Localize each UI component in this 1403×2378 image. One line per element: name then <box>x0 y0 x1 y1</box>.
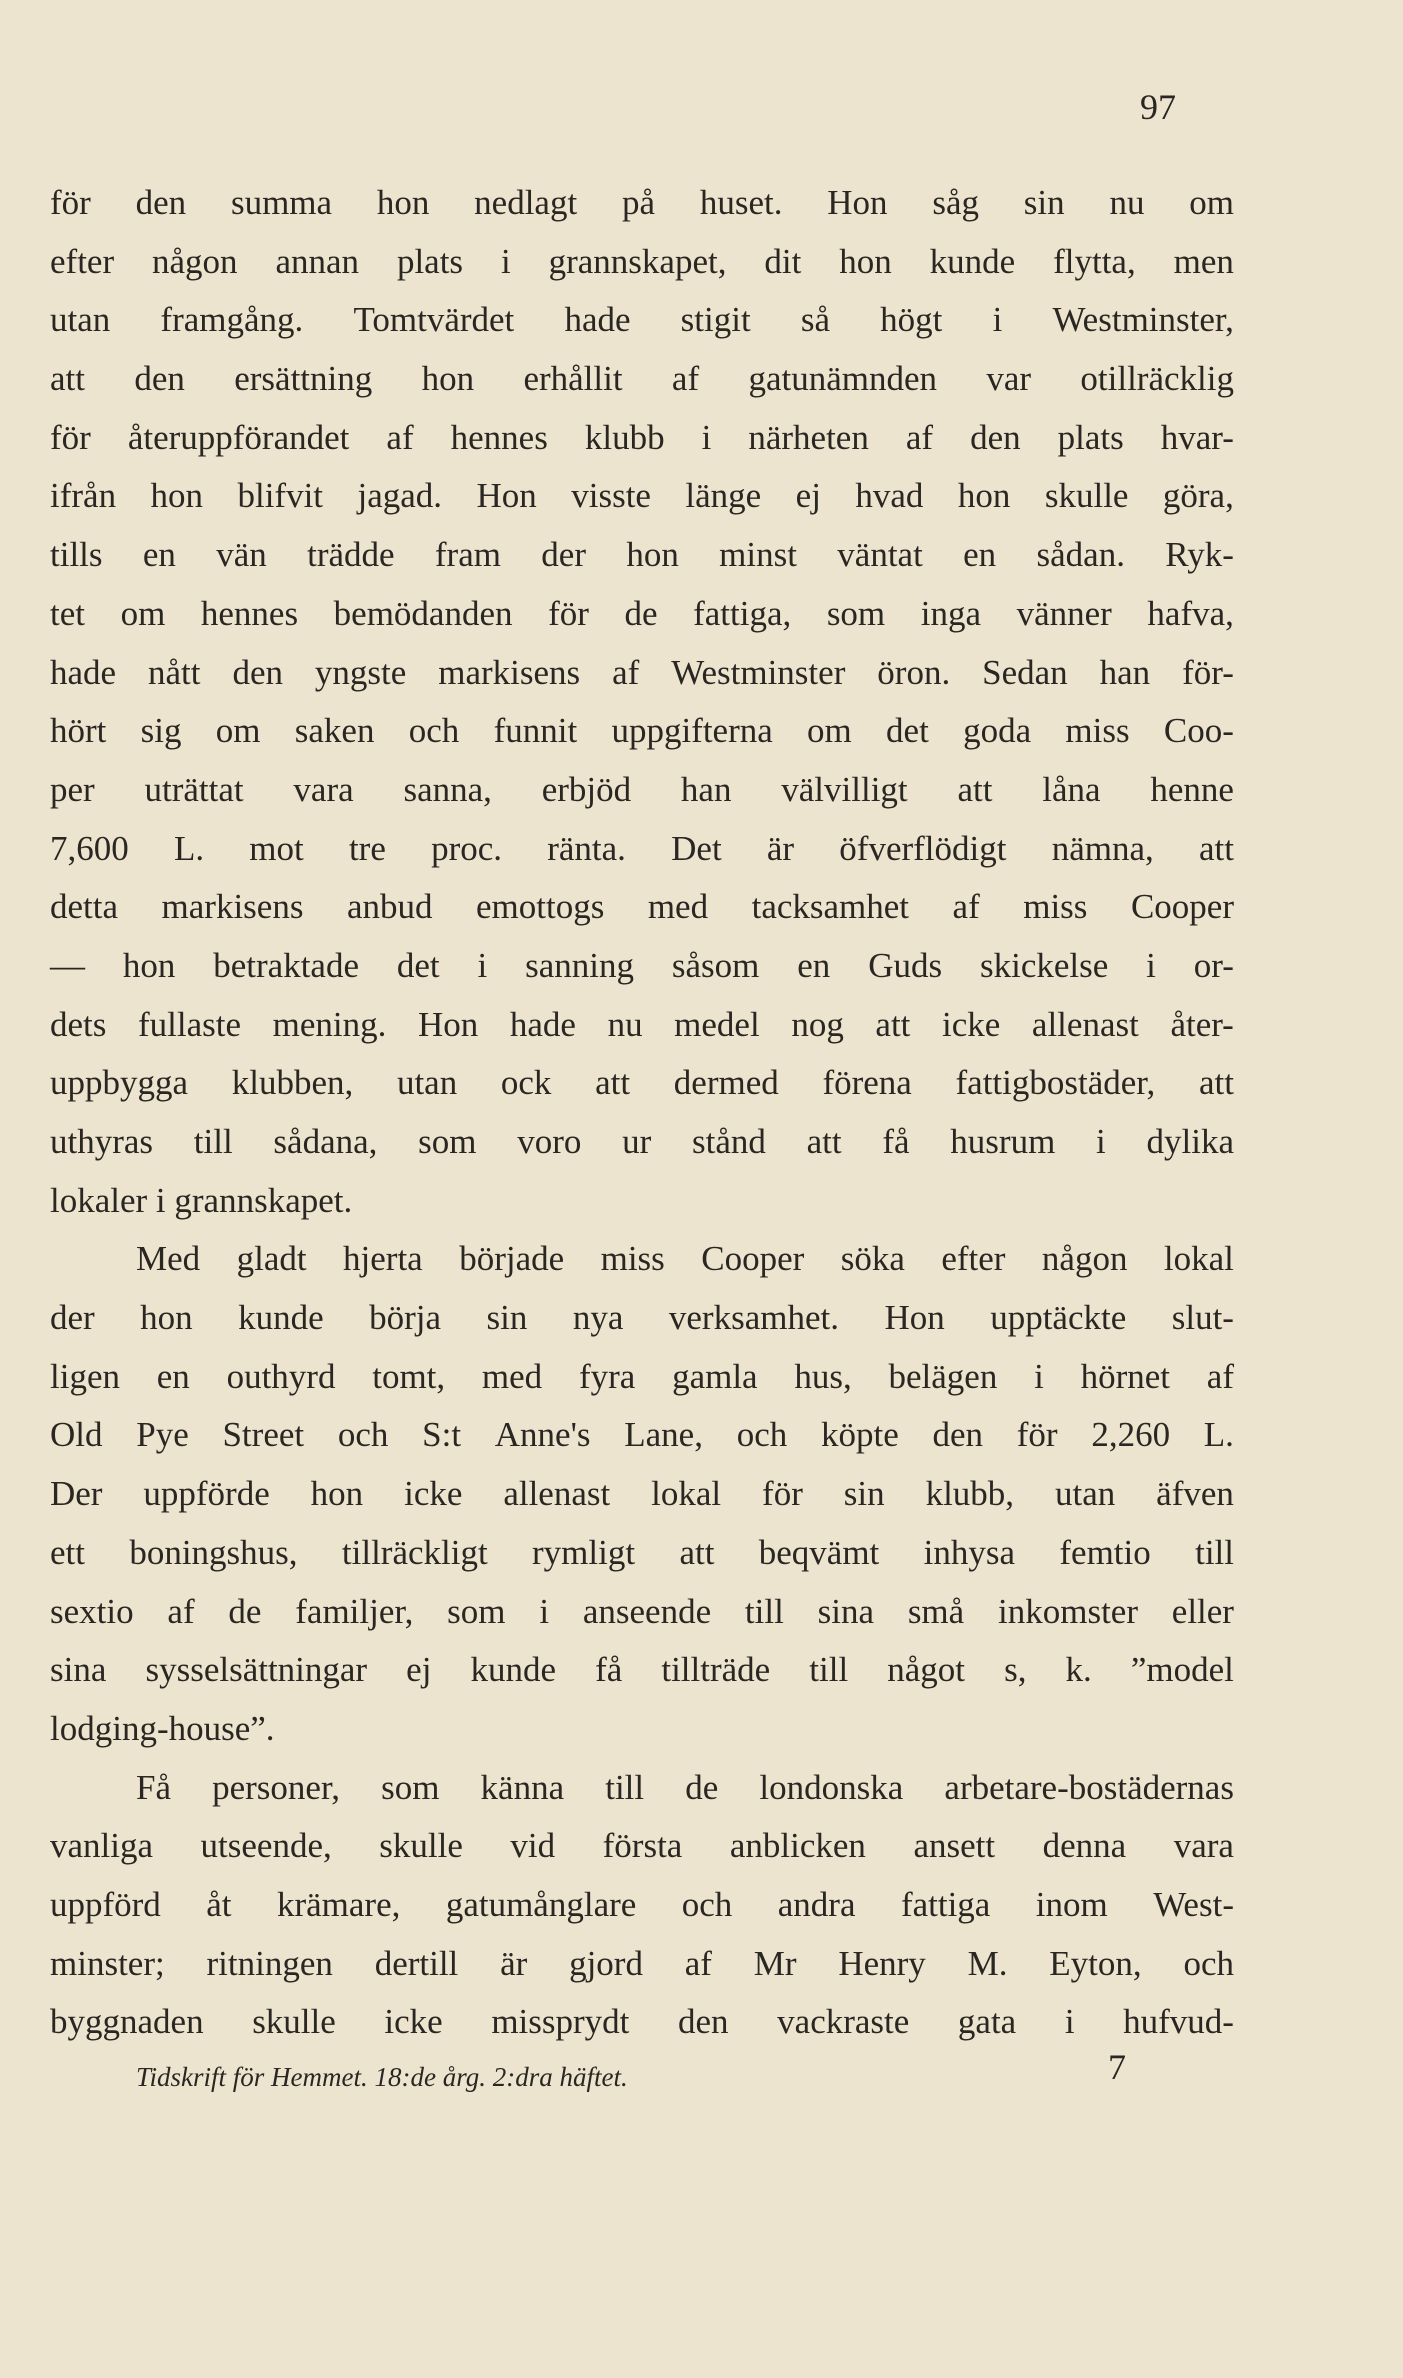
text-line: per uträttat vara sanna, erbjöd han välvilligt att låna henne <box>50 769 1234 809</box>
text-line: utan framgång. Tomtvärdet hade stigit så högt i Westminster, <box>50 300 1234 340</box>
text-line: tills en vän trädde fram der hon minst väntat en sådan. Ryk- <box>50 535 1234 575</box>
page-number: 97 <box>1140 87 1176 127</box>
text-line: hade nått den yngste markisens af Westminster öron. Sedan han för- <box>50 652 1234 692</box>
text-line: detta markisens anbud emottogs med tacksamhet af miss Cooper <box>50 887 1234 927</box>
text-line: Med gladt hjerta började miss Cooper söka efter någon lokal <box>136 1239 1234 1279</box>
text-line: uthyras till sådana, som voro ur stånd att få husrum i dylika <box>50 1122 1234 1161</box>
body-text <box>50 174 1234 2052</box>
text-line: ligen en outhyrd tomt, med fyra gamla hus, belägen i hörnet af <box>50 1356 1234 1396</box>
journal-footer: Tidskrift för Hemmet. 18:de årg. 2:dra häftet. <box>136 2062 628 2092</box>
text-line: för den summa hon nedlagt på huset. Hon såg sin nu om <box>50 183 1234 222</box>
text-line: uppförd åt krämare, gatumånglare och andra fattiga inom West- <box>50 1884 1234 1924</box>
text-line: byggnaden skulle icke missprydt den vackraste gata i hufvud- <box>50 2002 1234 2042</box>
text-line: efter någon annan plats i grannskapet, dit hon kunde flytta, men <box>50 241 1234 281</box>
text-line: dets fullaste mening. Hon hade nu medel nog att icke allenast åter- <box>50 1004 1234 1044</box>
text-line: Få personer, som känna till de londonska arbetare-bostädernas <box>136 1767 1234 1807</box>
text-line: uppbygga klubben, utan ock att dermed förena fattigbostäder, att <box>50 1063 1234 1103</box>
text-line: hört sig om saken och funnit uppgifterna om det goda miss Coo- <box>50 711 1234 751</box>
text-line: sextio af de familjer, som i anseende till sina små inkomster eller <box>50 1591 1234 1631</box>
signature-mark: 7 <box>1108 2047 1126 2087</box>
text-line: minster; ritningen dertill är gjord af Mr Henry M. Eyton, och <box>50 1943 1234 1983</box>
text-line: 7,600 L. mot tre proc. ränta. Det är öfverflödigt nämna, att <box>50 828 1234 868</box>
text-line: — hon betraktade det i sanning såsom en Guds skickelse i or- <box>50 945 1234 985</box>
text-line: sina sysselsättningar ej kunde få tillträde till något s, k. ”model <box>50 1650 1234 1690</box>
text-line: lokaler i grannskapet. <box>50 1180 353 1220</box>
text-line: Der uppförde hon icke allenast lokal för sin klubb, utan äfven <box>50 1474 1234 1514</box>
text-line: vanliga utseende, skulle vid första anblicken ansett denna vara <box>50 1826 1234 1866</box>
text-line: för återuppförandet af hennes klubb i närheten af den plats hvar- <box>50 417 1234 457</box>
text-line: lodging-house”. <box>50 1708 275 1748</box>
text-line: tet om hennes bemödanden för de fattiga, som inga vänner hafva, <box>50 593 1234 633</box>
text-line: der hon kunde börja sin nya verksamhet. Hon upptäckte slut- <box>50 1298 1234 1338</box>
text-line: ett boningshus, tillräckligt rymligt att beqvämt inhysa femtio till <box>50 1532 1234 1572</box>
text-line: Old Pye Street och S:t Anne's Lane, och köpte den för 2,260 L. <box>50 1415 1234 1455</box>
text-line: att den ersättning hon erhållit af gatunämnden var otillräcklig <box>50 359 1234 399</box>
text-line: ifrån hon blifvit jagad. Hon visste länge ej hvad hon skulle göra, <box>50 476 1234 516</box>
